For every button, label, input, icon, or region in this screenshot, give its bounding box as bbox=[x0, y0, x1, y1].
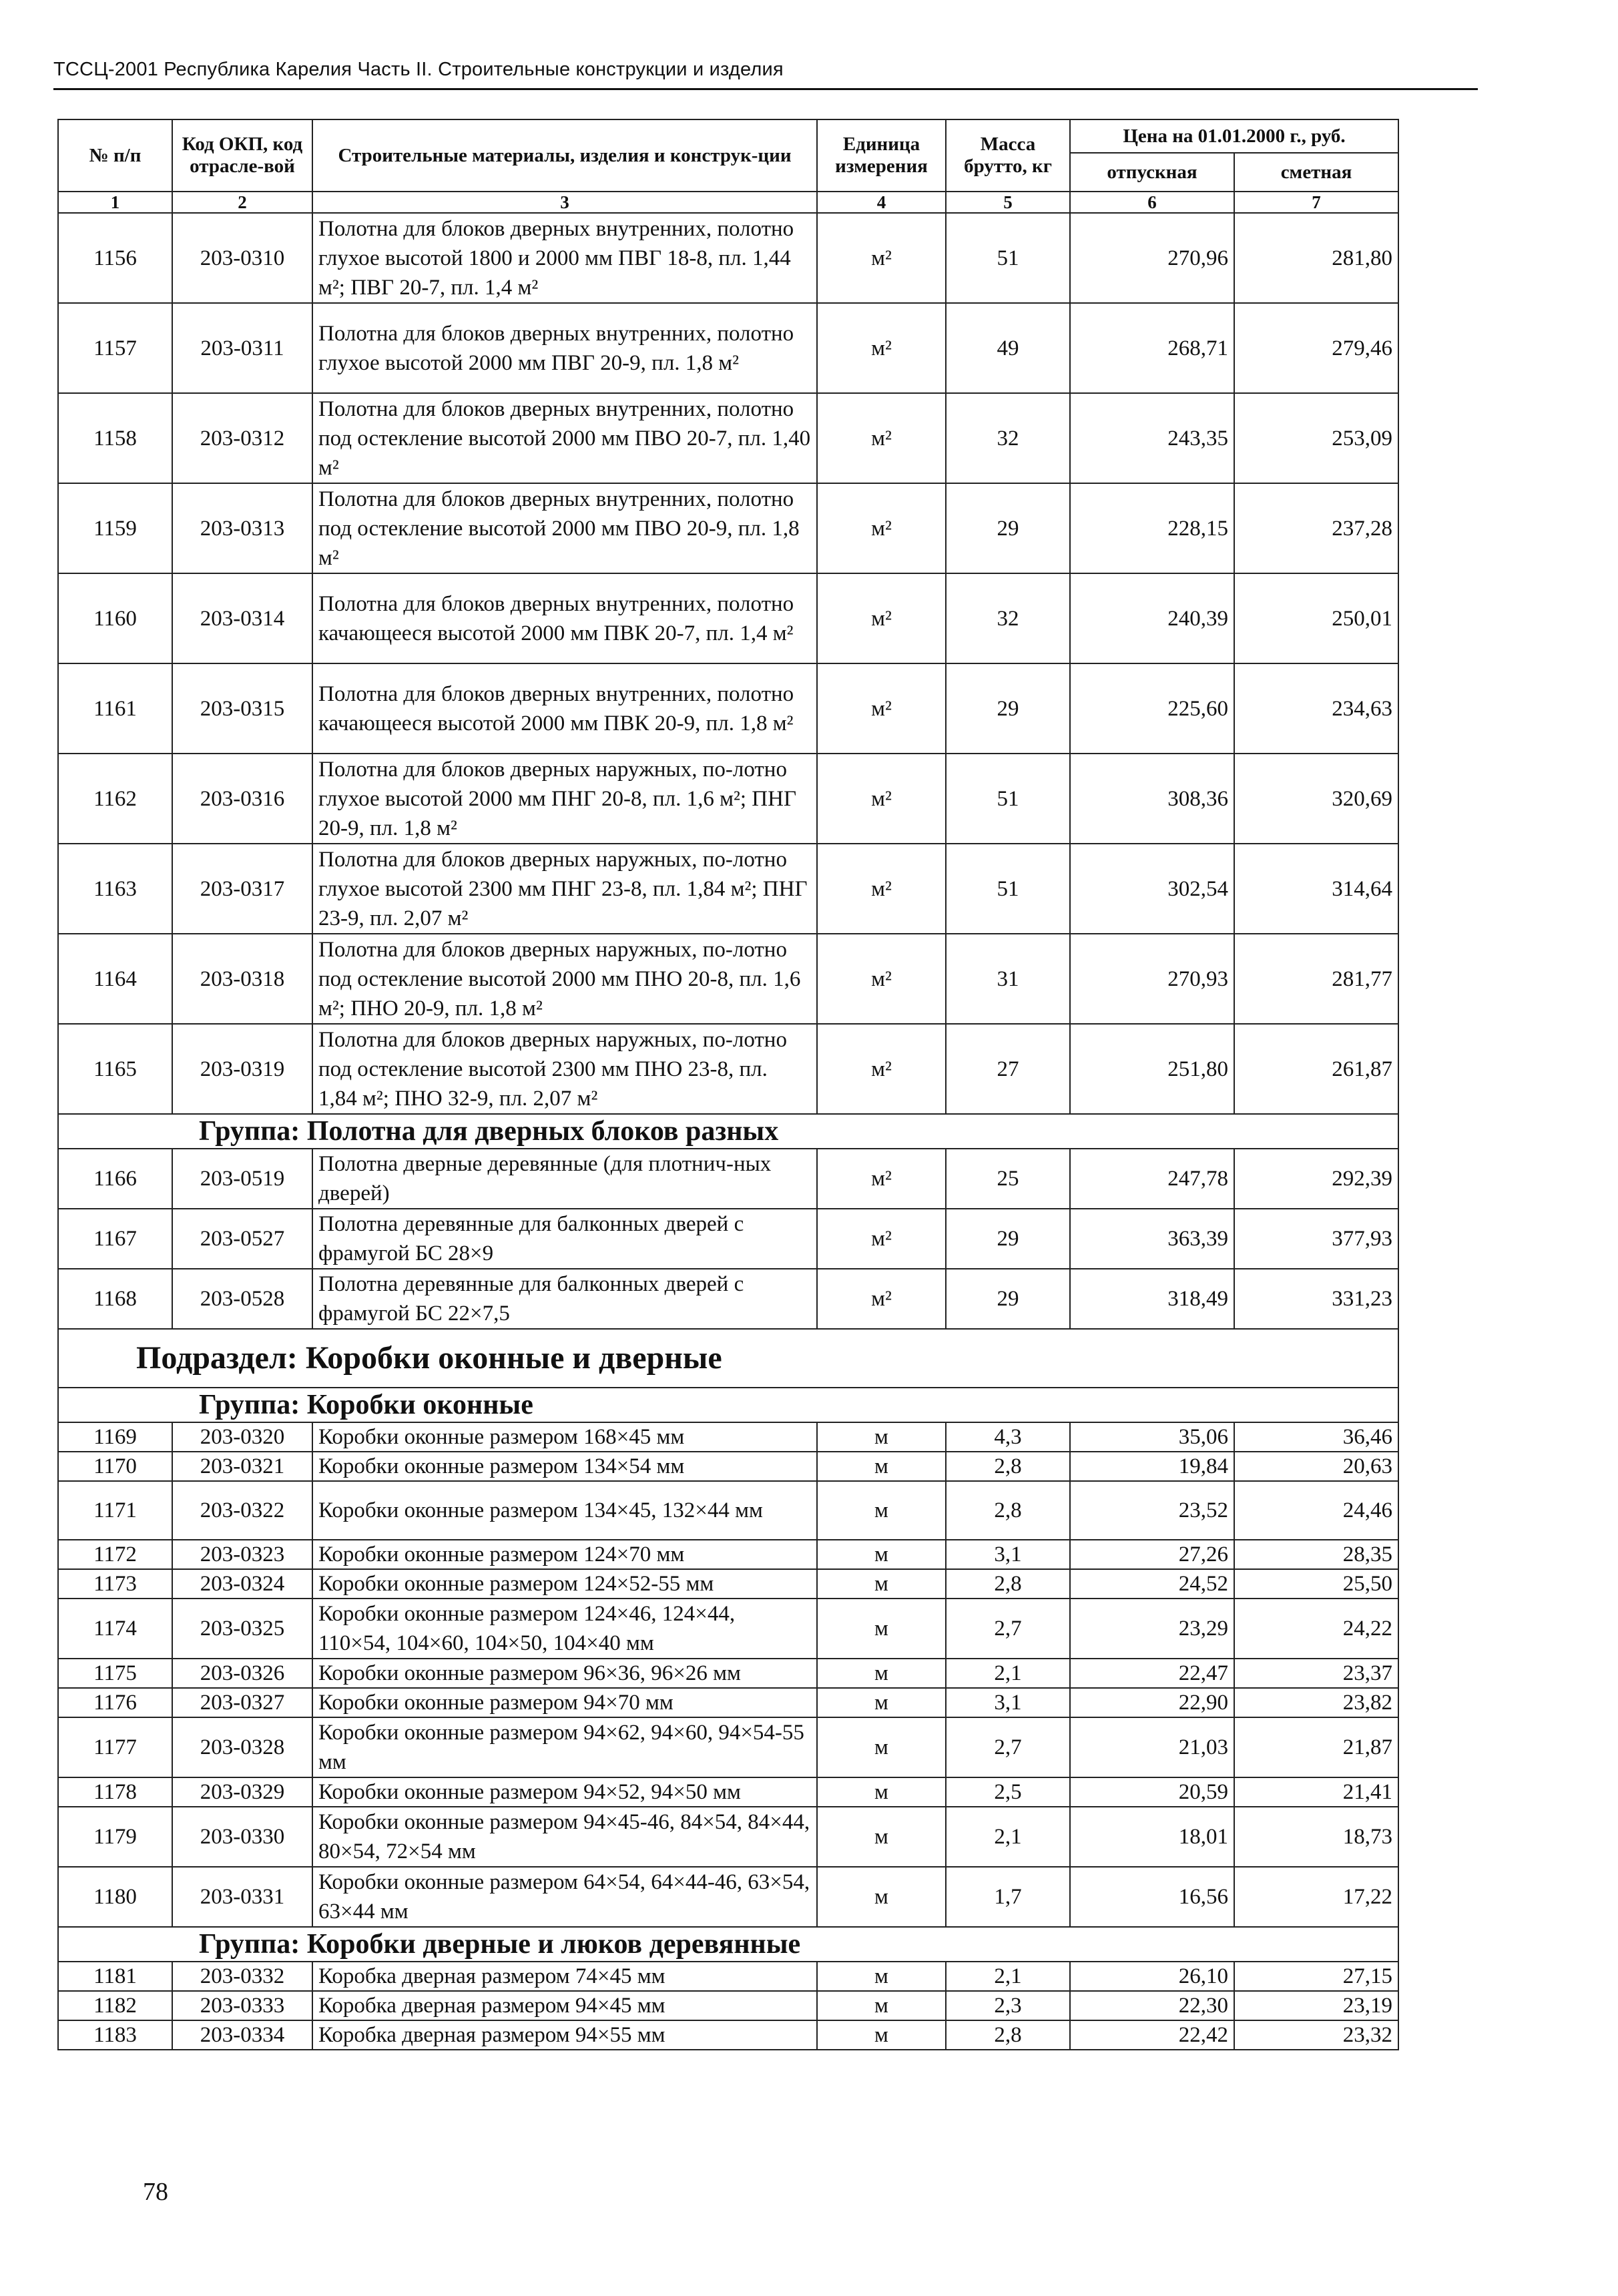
group-heading-label: Группа: Коробки дверные и люков деревянные bbox=[58, 1927, 1398, 1962]
row-code: 203-0334 bbox=[172, 2020, 312, 2050]
row-price-release: 22,47 bbox=[1070, 1659, 1234, 1688]
row-price-estimate: 28,35 bbox=[1234, 1540, 1398, 1569]
table-row bbox=[58, 573, 1398, 663]
row-price-estimate: 20,63 bbox=[1234, 1452, 1398, 1481]
column-number: 1 bbox=[58, 192, 172, 213]
table-row bbox=[58, 213, 1398, 303]
column-number: 3 bbox=[312, 192, 817, 213]
table-row bbox=[58, 393, 1398, 483]
row-description: Полотна для блоков дверных наружных, по-лотно под остекление высотой 2300 мм ПНО 23-8, пл. 1,84 м²; ПНО 32-9, пл. 2,07 м² bbox=[312, 1024, 817, 1114]
row-unit: м bbox=[817, 1867, 946, 1927]
row-number: 1166 bbox=[58, 1149, 172, 1209]
row-number: 1181 bbox=[58, 1962, 172, 1991]
table-row bbox=[58, 754, 1398, 844]
row-number: 1165 bbox=[58, 1024, 172, 1114]
row-number: 1174 bbox=[58, 1599, 172, 1659]
header-price-estimate: сметная bbox=[1234, 153, 1398, 192]
header-num: № п/п bbox=[58, 119, 172, 192]
row-price-estimate: 281,80 bbox=[1234, 213, 1398, 303]
row-description: Полотна для блоков дверных наружных, по-лотно глухое высотой 2000 мм ПНГ 20-8, пл. 1,6 м²; ПНГ 20-9, пл. 1,8 м² bbox=[312, 754, 817, 844]
row-description: Коробки оконные размером 134×45, 132×44 мм bbox=[312, 1481, 817, 1540]
row-code: 203-0528 bbox=[172, 1269, 312, 1329]
row-price-estimate: 17,22 bbox=[1234, 1867, 1398, 1927]
row-number: 1178 bbox=[58, 1777, 172, 1807]
row-unit: м bbox=[817, 1599, 946, 1659]
row-number: 1170 bbox=[58, 1452, 172, 1481]
header-price-group: Цена на 01.01.2000 г., руб. bbox=[1070, 119, 1398, 153]
row-unit: м² bbox=[817, 663, 946, 754]
group-heading bbox=[58, 1388, 1398, 1422]
table-row bbox=[58, 1807, 1398, 1867]
row-price-estimate: 23,82 bbox=[1234, 1688, 1398, 1717]
row-code: 203-0324 bbox=[172, 1569, 312, 1599]
row-number: 1159 bbox=[58, 483, 172, 573]
table-row bbox=[58, 1481, 1398, 1540]
row-unit: м² bbox=[817, 1024, 946, 1114]
row-mass: 2,1 bbox=[946, 1807, 1070, 1867]
row-unit: м bbox=[817, 1777, 946, 1807]
row-price-release: 19,84 bbox=[1070, 1452, 1234, 1481]
row-price-release: 247,78 bbox=[1070, 1149, 1234, 1209]
row-mass: 29 bbox=[946, 1209, 1070, 1269]
row-unit: м² bbox=[817, 1209, 946, 1269]
row-number: 1173 bbox=[58, 1569, 172, 1599]
row-price-estimate: 377,93 bbox=[1234, 1209, 1398, 1269]
row-price-release: 363,39 bbox=[1070, 1209, 1234, 1269]
table-body bbox=[58, 192, 1398, 2050]
row-number: 1176 bbox=[58, 1688, 172, 1717]
column-number: 7 bbox=[1234, 192, 1398, 213]
row-price-estimate: 27,15 bbox=[1234, 1962, 1398, 1991]
row-price-estimate: 314,64 bbox=[1234, 844, 1398, 934]
row-description: Коробка дверная размером 94×45 мм bbox=[312, 1991, 817, 2020]
row-number: 1183 bbox=[58, 2020, 172, 2050]
row-code: 203-0323 bbox=[172, 1540, 312, 1569]
row-mass: 2,8 bbox=[946, 1481, 1070, 1540]
row-number: 1167 bbox=[58, 1209, 172, 1269]
row-price-estimate: 281,77 bbox=[1234, 934, 1398, 1024]
row-description: Коробки оконные размером 124×52-55 мм bbox=[312, 1569, 817, 1599]
row-code: 203-0326 bbox=[172, 1659, 312, 1688]
row-description: Полотна для блоков дверных внутренних, полотно качающееся высотой 2000 мм ПВК 20-7, пл. 1,4 м² bbox=[312, 573, 817, 663]
row-mass: 2,5 bbox=[946, 1777, 1070, 1807]
row-mass: 49 bbox=[946, 303, 1070, 393]
row-number: 1162 bbox=[58, 754, 172, 844]
table-row bbox=[58, 1659, 1398, 1688]
row-price-estimate: 292,39 bbox=[1234, 1149, 1398, 1209]
row-number: 1171 bbox=[58, 1481, 172, 1540]
row-unit: м² bbox=[817, 303, 946, 393]
row-price-release: 225,60 bbox=[1070, 663, 1234, 754]
row-mass: 25 bbox=[946, 1149, 1070, 1209]
row-number: 1156 bbox=[58, 213, 172, 303]
row-code: 203-0327 bbox=[172, 1688, 312, 1717]
row-code: 203-0312 bbox=[172, 393, 312, 483]
row-price-estimate: 18,73 bbox=[1234, 1807, 1398, 1867]
group-heading bbox=[58, 1114, 1398, 1149]
row-number: 1180 bbox=[58, 1867, 172, 1927]
row-description: Коробки оконные размером 124×46, 124×44, 110×54, 104×60, 104×50, 104×40 мм bbox=[312, 1599, 817, 1659]
row-price-estimate: 21,41 bbox=[1234, 1777, 1398, 1807]
row-code: 203-0311 bbox=[172, 303, 312, 393]
row-price-release: 23,29 bbox=[1070, 1599, 1234, 1659]
table-row bbox=[58, 844, 1398, 934]
row-unit: м² bbox=[817, 1269, 946, 1329]
row-number: 1164 bbox=[58, 934, 172, 1024]
row-price-release: 270,96 bbox=[1070, 213, 1234, 303]
row-price-estimate: 36,46 bbox=[1234, 1422, 1398, 1452]
page-header: ТССЦ-2001 Республика Карелия Часть II. Строительные конструкции и изделия bbox=[53, 56, 1478, 90]
row-unit: м bbox=[817, 1481, 946, 1540]
row-unit: м bbox=[817, 1569, 946, 1599]
row-code: 203-0527 bbox=[172, 1209, 312, 1269]
row-mass: 27 bbox=[946, 1024, 1070, 1114]
table-row bbox=[58, 483, 1398, 573]
row-price-release: 270,93 bbox=[1070, 934, 1234, 1024]
row-price-release: 243,35 bbox=[1070, 393, 1234, 483]
row-price-release: 27,26 bbox=[1070, 1540, 1234, 1569]
table-row bbox=[58, 663, 1398, 754]
row-description: Коробки оконные размером 94×62, 94×60, 94×54-55 мм bbox=[312, 1717, 817, 1777]
row-code: 203-0330 bbox=[172, 1807, 312, 1867]
table-row bbox=[58, 1149, 1398, 1209]
row-mass: 3,1 bbox=[946, 1540, 1070, 1569]
row-number: 1163 bbox=[58, 844, 172, 934]
row-mass: 4,3 bbox=[946, 1422, 1070, 1452]
table-row bbox=[58, 1991, 1398, 2020]
row-code: 203-0333 bbox=[172, 1991, 312, 2020]
row-code: 203-0321 bbox=[172, 1452, 312, 1481]
table-row bbox=[58, 1452, 1398, 1481]
row-description: Полотна для блоков дверных внутренних, полотно глухое высотой 1800 и 2000 мм ПВГ 18-8, пл. 1,44 м²; ПВГ 20-7, пл. 1,4 м² bbox=[312, 213, 817, 303]
row-description: Коробки оконные размером 124×70 мм bbox=[312, 1540, 817, 1569]
row-description: Полотна деревянные для балконных дверей с фрамугой БС 22×7,5 bbox=[312, 1269, 817, 1329]
row-mass: 2,8 bbox=[946, 1452, 1070, 1481]
row-mass: 32 bbox=[946, 393, 1070, 483]
table-row bbox=[58, 1599, 1398, 1659]
row-code: 203-0329 bbox=[172, 1777, 312, 1807]
row-price-estimate: 261,87 bbox=[1234, 1024, 1398, 1114]
row-mass: 1,7 bbox=[946, 1867, 1070, 1927]
row-description: Коробки оконные размером 134×54 мм bbox=[312, 1452, 817, 1481]
row-unit: м bbox=[817, 1422, 946, 1452]
row-mass: 2,8 bbox=[946, 2020, 1070, 2050]
row-mass: 2,1 bbox=[946, 1659, 1070, 1688]
row-code: 203-0328 bbox=[172, 1717, 312, 1777]
row-description: Коробка дверная размером 94×55 мм bbox=[312, 2020, 817, 2050]
row-price-release: 16,56 bbox=[1070, 1867, 1234, 1927]
row-mass: 3,1 bbox=[946, 1688, 1070, 1717]
row-price-release: 20,59 bbox=[1070, 1777, 1234, 1807]
row-price-estimate: 23,37 bbox=[1234, 1659, 1398, 1688]
row-price-release: 302,54 bbox=[1070, 844, 1234, 934]
row-description: Полотна дверные деревянные (для плотнич-ных дверей) bbox=[312, 1149, 817, 1209]
row-code: 203-0313 bbox=[172, 483, 312, 573]
row-price-estimate: 24,22 bbox=[1234, 1599, 1398, 1659]
row-unit: м bbox=[817, 2020, 946, 2050]
row-mass: 51 bbox=[946, 213, 1070, 303]
row-description: Полотна деревянные для балконных дверей с фрамугой БС 28×9 bbox=[312, 1209, 817, 1269]
table-row bbox=[58, 1209, 1398, 1269]
row-price-estimate: 279,46 bbox=[1234, 303, 1398, 393]
row-price-release: 251,80 bbox=[1070, 1024, 1234, 1114]
row-price-estimate: 23,32 bbox=[1234, 2020, 1398, 2050]
row-price-release: 22,30 bbox=[1070, 1991, 1234, 2020]
row-price-release: 228,15 bbox=[1070, 483, 1234, 573]
row-mass: 29 bbox=[946, 483, 1070, 573]
row-mass: 29 bbox=[946, 663, 1070, 754]
row-unit: м bbox=[817, 1452, 946, 1481]
row-code: 203-0519 bbox=[172, 1149, 312, 1209]
column-number-row bbox=[58, 192, 1398, 213]
row-price-release: 18,01 bbox=[1070, 1807, 1234, 1867]
header-price-release: отпускная bbox=[1070, 153, 1234, 192]
row-description: Полотна для блоков дверных наружных, по-лотно под остекление высотой 2000 мм ПНО 20-8, пл. 1,6 м²; ПНО 20-9, пл. 1,8 м² bbox=[312, 934, 817, 1024]
row-code: 203-0316 bbox=[172, 754, 312, 844]
row-description: Коробки оконные размером 94×45-46, 84×54, 84×44, 80×54, 72×54 мм bbox=[312, 1807, 817, 1867]
row-price-release: 22,90 bbox=[1070, 1688, 1234, 1717]
row-description: Коробки оконные размером 168×45 мм bbox=[312, 1422, 817, 1452]
row-price-estimate: 25,50 bbox=[1234, 1569, 1398, 1599]
header-mass: Масса брутто, кг bbox=[946, 119, 1070, 192]
row-price-release: 240,39 bbox=[1070, 573, 1234, 663]
table-row bbox=[58, 303, 1398, 393]
table-row bbox=[58, 934, 1398, 1024]
table-row bbox=[58, 1269, 1398, 1329]
row-code: 203-0331 bbox=[172, 1867, 312, 1927]
header-name: Строительные материалы, изделия и конструк-ции bbox=[312, 119, 817, 192]
row-mass: 29 bbox=[946, 1269, 1070, 1329]
row-number: 1158 bbox=[58, 393, 172, 483]
row-description: Коробки оконные размером 96×36, 96×26 мм bbox=[312, 1659, 817, 1688]
row-number: 1168 bbox=[58, 1269, 172, 1329]
row-description: Полотна для блоков дверных внутренних, полотно под остекление высотой 2000 мм ПВО 20-7, пл. 1,40 м² bbox=[312, 393, 817, 483]
table-row bbox=[58, 1777, 1398, 1807]
subsection-heading-label: Подраздел: Коробки оконные и дверные bbox=[58, 1329, 1398, 1388]
column-number: 6 bbox=[1070, 192, 1234, 213]
row-unit: м bbox=[817, 1540, 946, 1569]
row-unit: м² bbox=[817, 934, 946, 1024]
row-unit: м bbox=[817, 1807, 946, 1867]
row-code: 203-0322 bbox=[172, 1481, 312, 1540]
row-mass: 32 bbox=[946, 573, 1070, 663]
row-unit: м bbox=[817, 1717, 946, 1777]
row-number: 1157 bbox=[58, 303, 172, 393]
table-row bbox=[58, 1422, 1398, 1452]
row-mass: 2,1 bbox=[946, 1962, 1070, 1991]
row-price-release: 22,42 bbox=[1070, 2020, 1234, 2050]
row-number: 1177 bbox=[58, 1717, 172, 1777]
row-unit: м² bbox=[817, 213, 946, 303]
group-heading-label: Группа: Полотна для дверных блоков разных bbox=[58, 1114, 1398, 1149]
row-unit: м bbox=[817, 1962, 946, 1991]
row-number: 1182 bbox=[58, 1991, 172, 2020]
row-price-release: 308,36 bbox=[1070, 754, 1234, 844]
price-table bbox=[57, 119, 1399, 2050]
row-description: Полотна для блоков дверных внутренних, полотно под остекление высотой 2000 мм ПВО 20-9, пл. 1,8 м² bbox=[312, 483, 817, 573]
row-code: 203-0319 bbox=[172, 1024, 312, 1114]
row-number: 1179 bbox=[58, 1807, 172, 1867]
row-price-estimate: 253,09 bbox=[1234, 393, 1398, 483]
row-price-estimate: 23,19 bbox=[1234, 1991, 1398, 2020]
row-price-estimate: 237,28 bbox=[1234, 483, 1398, 573]
row-description: Полотна для блоков дверных внутренних, полотно качающееся высотой 2000 мм ПВК 20-9, пл. 1,8 м² bbox=[312, 663, 817, 754]
table-row bbox=[58, 1569, 1398, 1599]
subsection-heading bbox=[58, 1329, 1398, 1388]
row-code: 203-0320 bbox=[172, 1422, 312, 1452]
row-unit: м² bbox=[817, 754, 946, 844]
row-price-estimate: 21,87 bbox=[1234, 1717, 1398, 1777]
table-row bbox=[58, 1867, 1398, 1927]
row-description: Коробки оконные размером 94×52, 94×50 мм bbox=[312, 1777, 817, 1807]
row-code: 203-0310 bbox=[172, 213, 312, 303]
row-number: 1169 bbox=[58, 1422, 172, 1452]
row-mass: 51 bbox=[946, 844, 1070, 934]
table-row bbox=[58, 2020, 1398, 2050]
row-number: 1175 bbox=[58, 1659, 172, 1688]
row-description: Коробки оконные размером 64×54, 64×44-46, 63×54, 63×44 мм bbox=[312, 1867, 817, 1927]
table-row bbox=[58, 1688, 1398, 1717]
row-mass: 2,3 bbox=[946, 1991, 1070, 2020]
group-heading-label: Группа: Коробки оконные bbox=[58, 1388, 1398, 1422]
row-number: 1172 bbox=[58, 1540, 172, 1569]
row-price-estimate: 24,46 bbox=[1234, 1481, 1398, 1540]
row-unit: м bbox=[817, 1688, 946, 1717]
row-mass: 2,8 bbox=[946, 1569, 1070, 1599]
row-unit: м² bbox=[817, 573, 946, 663]
header-unit: Единица измерения bbox=[817, 119, 946, 192]
page-number: 78 bbox=[143, 2178, 168, 2206]
row-price-release: 35,06 bbox=[1070, 1422, 1234, 1452]
row-price-release: 23,52 bbox=[1070, 1481, 1234, 1540]
row-description: Коробки оконные размером 94×70 мм bbox=[312, 1688, 817, 1717]
row-price-release: 24,52 bbox=[1070, 1569, 1234, 1599]
row-price-release: 268,71 bbox=[1070, 303, 1234, 393]
row-code: 203-0315 bbox=[172, 663, 312, 754]
row-price-release: 21,03 bbox=[1070, 1717, 1234, 1777]
table-row bbox=[58, 1962, 1398, 1991]
column-number: 2 bbox=[172, 192, 312, 213]
table-header-row bbox=[58, 119, 1398, 153]
row-unit: м² bbox=[817, 844, 946, 934]
row-description: Коробка дверная размером 74×45 мм bbox=[312, 1962, 817, 1991]
row-unit: м bbox=[817, 1991, 946, 2020]
row-mass: 31 bbox=[946, 934, 1070, 1024]
row-number: 1161 bbox=[58, 663, 172, 754]
row-price-estimate: 234,63 bbox=[1234, 663, 1398, 754]
column-number: 5 bbox=[946, 192, 1070, 213]
row-price-estimate: 331,23 bbox=[1234, 1269, 1398, 1329]
row-unit: м bbox=[817, 1659, 946, 1688]
row-mass: 2,7 bbox=[946, 1717, 1070, 1777]
row-price-estimate: 320,69 bbox=[1234, 754, 1398, 844]
row-description: Полотна для блоков дверных наружных, по-лотно глухое высотой 2300 мм ПНГ 23-8, пл. 1,84 м²; ПНГ 23-9, пл. 2,07 м² bbox=[312, 844, 817, 934]
row-mass: 2,7 bbox=[946, 1599, 1070, 1659]
table-row bbox=[58, 1717, 1398, 1777]
row-unit: м² bbox=[817, 1149, 946, 1209]
row-unit: м² bbox=[817, 393, 946, 483]
row-unit: м² bbox=[817, 483, 946, 573]
row-code: 203-0317 bbox=[172, 844, 312, 934]
table-row bbox=[58, 1024, 1398, 1114]
row-code: 203-0318 bbox=[172, 934, 312, 1024]
row-mass: 51 bbox=[946, 754, 1070, 844]
row-price-release: 26,10 bbox=[1070, 1962, 1234, 1991]
table-row bbox=[58, 1540, 1398, 1569]
row-number: 1160 bbox=[58, 573, 172, 663]
group-heading bbox=[58, 1927, 1398, 1962]
row-price-release: 318,49 bbox=[1070, 1269, 1234, 1329]
row-price-estimate: 250,01 bbox=[1234, 573, 1398, 663]
row-code: 203-0325 bbox=[172, 1599, 312, 1659]
column-number: 4 bbox=[817, 192, 946, 213]
row-code: 203-0332 bbox=[172, 1962, 312, 1991]
header-code: Код ОКП, код отрасле-вой bbox=[172, 119, 312, 192]
row-code: 203-0314 bbox=[172, 573, 312, 663]
row-description: Полотна для блоков дверных внутренних, полотно глухое высотой 2000 мм ПВГ 20-9, пл. 1,8 м² bbox=[312, 303, 817, 393]
